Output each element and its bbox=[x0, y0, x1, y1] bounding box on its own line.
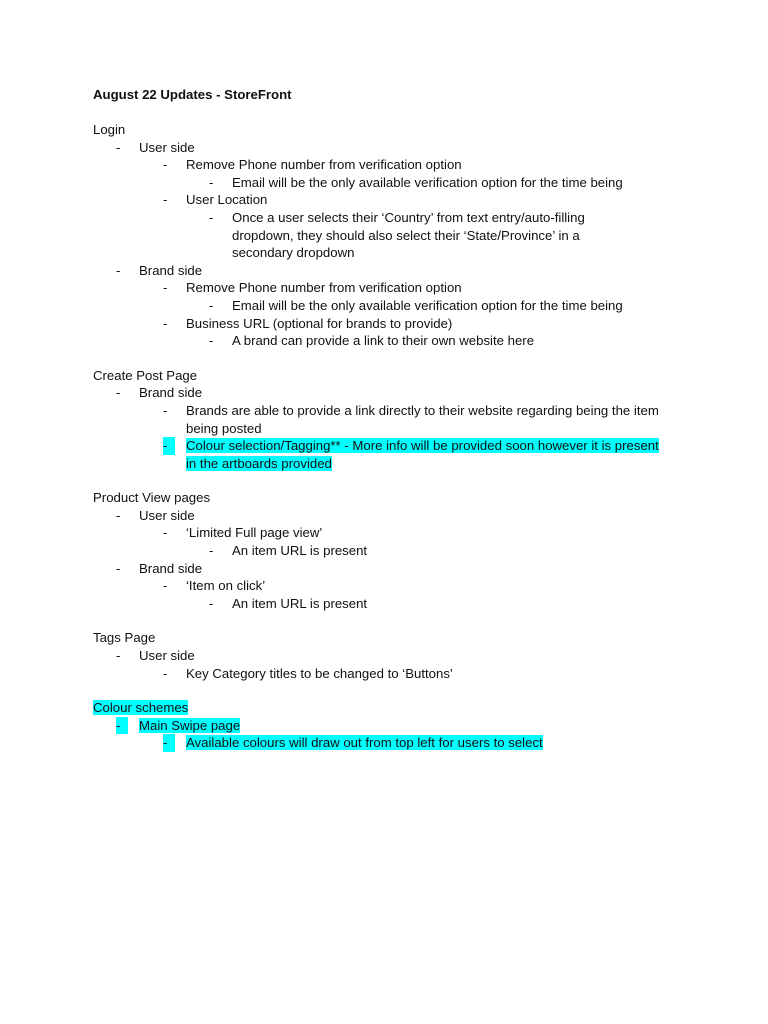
bullet-dash: - bbox=[163, 665, 168, 681]
list-item: - Brand side bbox=[116, 262, 203, 278]
list-item: - A brand can provide a link to their own website here bbox=[209, 333, 535, 349]
list-item-highlighted bbox=[93, 717, 693, 735]
bullet-dash: - bbox=[116, 717, 128, 735]
bullet-dash: - bbox=[116, 648, 121, 664]
list-item: - Remove Phone number from verification option bbox=[163, 157, 462, 173]
bullet-dash: - bbox=[163, 525, 168, 541]
list-item: - Brand side bbox=[116, 560, 203, 576]
bullet-dash: - bbox=[163, 315, 168, 331]
highlighted-text: Colour selection/Tagging** - More info will be provided soon however it is present in the artboards provided bbox=[186, 438, 659, 471]
bullet-dash: - bbox=[163, 157, 168, 173]
bullet-dash: - bbox=[163, 192, 168, 208]
bullet-dash: - bbox=[116, 560, 121, 576]
bullet-dash: - bbox=[163, 437, 175, 455]
list-item: - Remove Phone number from verification option bbox=[163, 280, 462, 296]
list-item: - User side bbox=[116, 139, 195, 155]
bullet-dash: - bbox=[209, 174, 214, 190]
list-item: - Email will be the only available verification option for the time being bbox=[209, 297, 623, 313]
list-item: - An item URL is present bbox=[209, 595, 368, 611]
bullet-dash: - bbox=[116, 262, 121, 278]
list-item: - Email will be the only available verification option for the time being bbox=[209, 174, 623, 190]
section-login bbox=[93, 121, 693, 350]
section-heading-create-post: Create Post Page bbox=[93, 367, 198, 383]
section-heading-tags-page: Tags Page bbox=[93, 630, 156, 646]
list-item: - ‘Limited Full page view’ bbox=[163, 525, 323, 541]
list-item: - User Location bbox=[163, 192, 268, 208]
bullet-dash: - bbox=[209, 333, 214, 349]
section-create-post bbox=[93, 367, 693, 473]
bullet-dash: - bbox=[116, 507, 121, 523]
list-item: - Key Category titles to be changed to ‘Buttons’ bbox=[163, 665, 453, 681]
list-item: - ‘Item on click’ bbox=[163, 578, 266, 594]
list-item: - Brands are able to provide a link directly to their website regarding being the item being posted bbox=[163, 402, 659, 436]
section-heading-product-view: Product View pages bbox=[93, 490, 211, 506]
section-product-view bbox=[93, 489, 693, 612]
bullet-dash: - bbox=[209, 543, 214, 559]
list-item: - Once a user selects their ‘Country’ from text entry/auto-filling dropdown, they should also select their ‘State/Province’ in a secondary dropdown bbox=[209, 209, 585, 261]
bullet-dash: - bbox=[209, 297, 214, 313]
list-item: - Business URL (optional for brands to provide) bbox=[163, 315, 453, 331]
bullet-dash: - bbox=[116, 139, 121, 155]
section-heading-colour-schemes bbox=[93, 699, 693, 717]
highlighted-text: Available colours will draw out from top left for users to select bbox=[186, 735, 543, 751]
list-item-highlighted bbox=[93, 734, 693, 752]
document-body bbox=[93, 86, 693, 769]
bullet-dash: - bbox=[163, 578, 168, 594]
section-colour-schemes bbox=[93, 699, 693, 752]
highlighted-text: Main Swipe page bbox=[139, 717, 241, 733]
bullet-dash: - bbox=[163, 402, 168, 418]
highlighted-text: Colour schemes bbox=[93, 700, 189, 716]
list-item: - Brand side bbox=[116, 385, 203, 401]
bullet-dash: - bbox=[116, 385, 121, 401]
list-item: - An item URL is present bbox=[209, 543, 368, 559]
bullet-dash: - bbox=[163, 280, 168, 296]
document-title: August 22 Updates - StoreFront bbox=[93, 87, 292, 102]
list-item-highlighted bbox=[93, 437, 693, 472]
section-tags-page bbox=[93, 629, 693, 682]
list-item: - User side bbox=[116, 648, 195, 664]
section-heading-login: Login bbox=[93, 122, 126, 137]
bullet-dash: - bbox=[163, 734, 175, 752]
bullet-dash: - bbox=[209, 209, 214, 225]
bullet-dash: - bbox=[209, 595, 214, 611]
list-item: - User side bbox=[116, 507, 195, 523]
